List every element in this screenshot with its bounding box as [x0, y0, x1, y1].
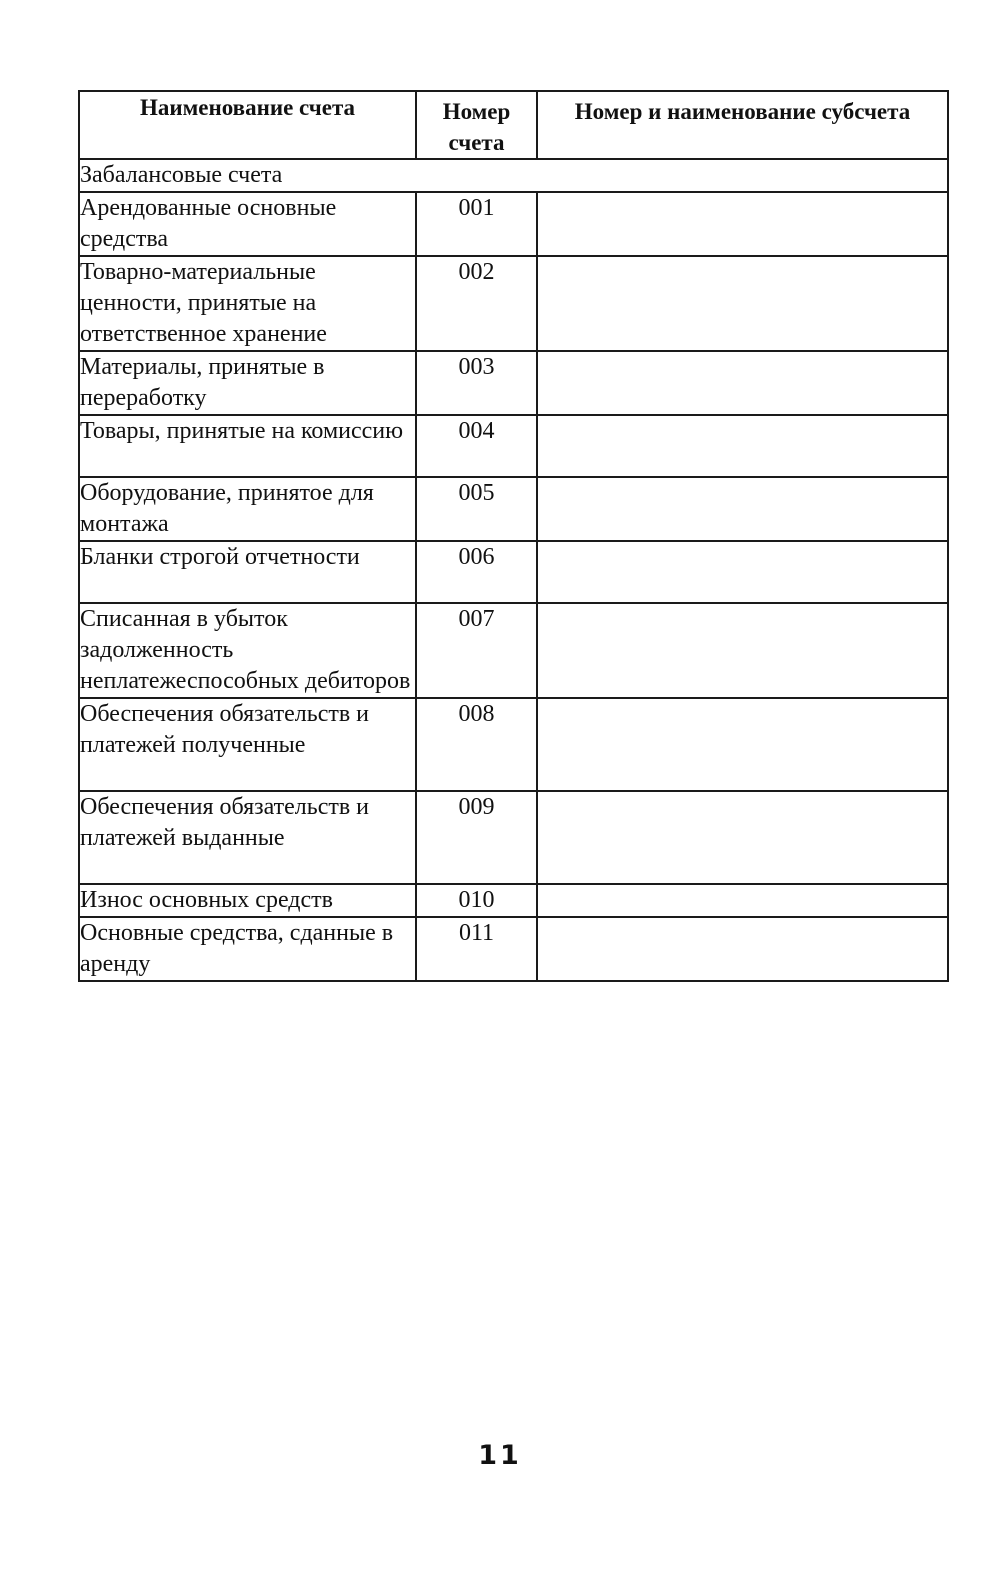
accounts-table — [78, 90, 949, 982]
subaccount-cell — [537, 192, 948, 256]
account-name: Товары, принятые на комиссию — [79, 415, 416, 477]
table-row — [79, 884, 948, 917]
account-name: Материалы, принятые в переработку — [79, 351, 416, 415]
table-row — [79, 477, 948, 541]
account-number: 004 — [416, 415, 537, 477]
subaccount-cell — [537, 917, 948, 981]
account-number: 003 — [416, 351, 537, 415]
table-row — [79, 415, 948, 477]
page-number: 11 — [478, 1440, 522, 1471]
subaccount-cell — [537, 603, 948, 698]
account-name: Обеспечения обязательств и платежей выданные — [79, 791, 416, 884]
account-name: Списанная в убыток задолженность неплатежеспособных дебиторов — [79, 603, 416, 698]
account-name: Основные средства, сданные в аренду — [79, 917, 416, 981]
header-account-number — [416, 91, 537, 159]
subaccount-cell — [537, 541, 948, 603]
header-account-number-text: Номер счета — [442, 99, 511, 155]
account-number: 006 — [416, 541, 537, 603]
subaccount-cell — [537, 415, 948, 477]
table-row — [79, 698, 948, 791]
subaccount-cell — [537, 698, 948, 791]
section-row — [79, 159, 948, 192]
subaccount-cell — [537, 351, 948, 415]
header-subaccount — [537, 91, 948, 159]
account-name: Арендованные основные средства — [79, 192, 416, 256]
account-number: 005 — [416, 477, 537, 541]
table-row — [79, 256, 948, 351]
table-row — [79, 791, 948, 884]
subaccount-cell — [537, 477, 948, 541]
header-row — [79, 91, 948, 159]
account-name: Товарно-материальные ценности, принятые на ответственное хранение — [79, 256, 416, 351]
account-number: 001 — [416, 192, 537, 256]
subaccount-cell — [537, 256, 948, 351]
table-row — [79, 541, 948, 603]
header-subaccount-text: Номер и наименование субсчета — [574, 99, 911, 124]
table-row — [79, 603, 948, 698]
account-name: Оборудование, принятое для монтажа — [79, 477, 416, 541]
account-number: 002 — [416, 256, 537, 351]
subaccount-cell — [537, 884, 948, 917]
account-number: 007 — [416, 603, 537, 698]
account-number: 008 — [416, 698, 537, 791]
account-number: 009 — [416, 791, 537, 884]
header-account-name: Наименование счета — [79, 91, 416, 159]
account-name: Обеспечения обязательств и платежей полученные — [79, 698, 416, 791]
table-row — [79, 351, 948, 415]
account-name: Бланки строгой отчетности — [79, 541, 416, 603]
account-number: 010 — [416, 884, 537, 917]
account-name: Износ основных средств — [79, 884, 416, 917]
section-title: Забалансовые счета — [79, 159, 948, 192]
table-row — [79, 917, 948, 981]
subaccount-cell — [537, 791, 948, 884]
table-row — [79, 192, 948, 256]
account-number: 011 — [416, 917, 537, 981]
